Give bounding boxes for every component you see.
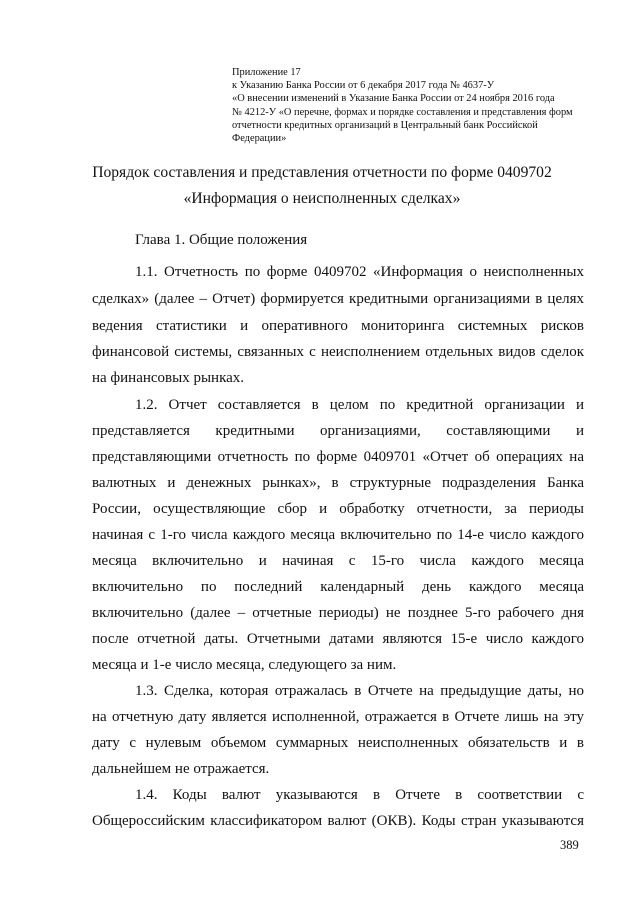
appendix-line: Федерации» <box>232 133 287 145</box>
paragraph-1-1-line: 1.1. Отчетность по форме 0409702 «Информация о неисполненных <box>135 264 584 280</box>
paragraph-1-2-line: начиная с 1-го числа каждого месяца включительно по 14-е число каждого <box>92 527 584 543</box>
appendix-line: «О внесении изменений в Указание Банка России от 24 ноября 2016 года <box>232 93 555 105</box>
paragraph-1-2-line: представляется кредитными организациями, составляющими и <box>92 423 584 439</box>
paragraph-1-4-line: 1.4. Коды валют указываются в Отчете в соответствии с <box>135 787 584 803</box>
paragraph-1-3-line: 1.3. Сделка, которая отражалась в Отчете на предыдущие даты, но <box>135 683 584 699</box>
paragraph-1-3-line: дату с нулевым объемом суммарных неисполненных обязательств и в <box>92 735 584 751</box>
paragraph-1-2-line: после отчетной даты. Отчетными датами являются 15-е число каждого <box>92 631 584 647</box>
appendix-line: к Указанию Банка России от 6 декабря 2017 года № 4637-У <box>232 80 495 92</box>
title-line-2: «Информация о неисполненных сделках» <box>183 190 461 207</box>
paragraph-1-2-line: России, осуществляющие сбор и обработку отчетности, за периоды <box>92 501 584 517</box>
paragraph-1-2-line: месяца и 1-е число месяца, следующего за ним. <box>92 657 397 673</box>
appendix-line: № 4212-У «О перечне, формах и порядке составления и представления форм <box>232 106 573 118</box>
paragraph-1-1-line: на финансовых рынках. <box>92 370 245 386</box>
appendix-line: Приложение 17 <box>232 67 301 78</box>
appendix-line: отчетности кредитных организаций в Центральный банк Российской <box>232 119 538 131</box>
paragraph-1-1-line: финансовой системы, связанных с неисполнением отдельных видов сделок <box>92 344 584 360</box>
chapter-heading: Глава 1. Общие положения <box>135 232 308 248</box>
paragraph-1-1-line: сделках» (далее – Отчет) формируется кредитными организациями в целях <box>92 291 584 307</box>
paragraph-1-1-line: ведения статистики и оперативного мониторинга системных рисков <box>92 318 584 334</box>
paragraph-1-2-line: 1.2. Отчет составляется в целом по кредитной организации и <box>135 397 584 413</box>
paragraph-1-2-line: месяца включительно и начиная с 15-го числа каждого месяца <box>92 553 584 569</box>
paragraph-1-2-line: представляющими отчетность по форме 0409701 «Отчет об операциях на <box>92 449 584 465</box>
page-number: 389 <box>560 838 579 852</box>
appendix-header <box>232 66 584 145</box>
title-line-1: Порядок составления и представления отчетности по форме 0409702 <box>92 164 552 181</box>
paragraph-1-3-line: дальнейшем не отражается. <box>92 761 270 777</box>
paragraph-1-2-line: валютных и денежных рынках», в структурные подразделения Банка <box>92 475 584 491</box>
paragraph-1-2-line: включительно (далее – отчетные периоды) не позднее 5-го рабочего дня <box>92 605 584 621</box>
document-title <box>60 160 584 212</box>
paragraph-1-2-line: включительно по последний календарный день каждого месяца <box>92 579 584 595</box>
paragraph-1-4-line: Общероссийским классификатором валют (ОКВ). Коды стран указываются <box>92 813 584 829</box>
paragraph-1-3-line: на отчетную дату является исполненной, отражается в Отчете лишь на эту <box>92 709 584 725</box>
